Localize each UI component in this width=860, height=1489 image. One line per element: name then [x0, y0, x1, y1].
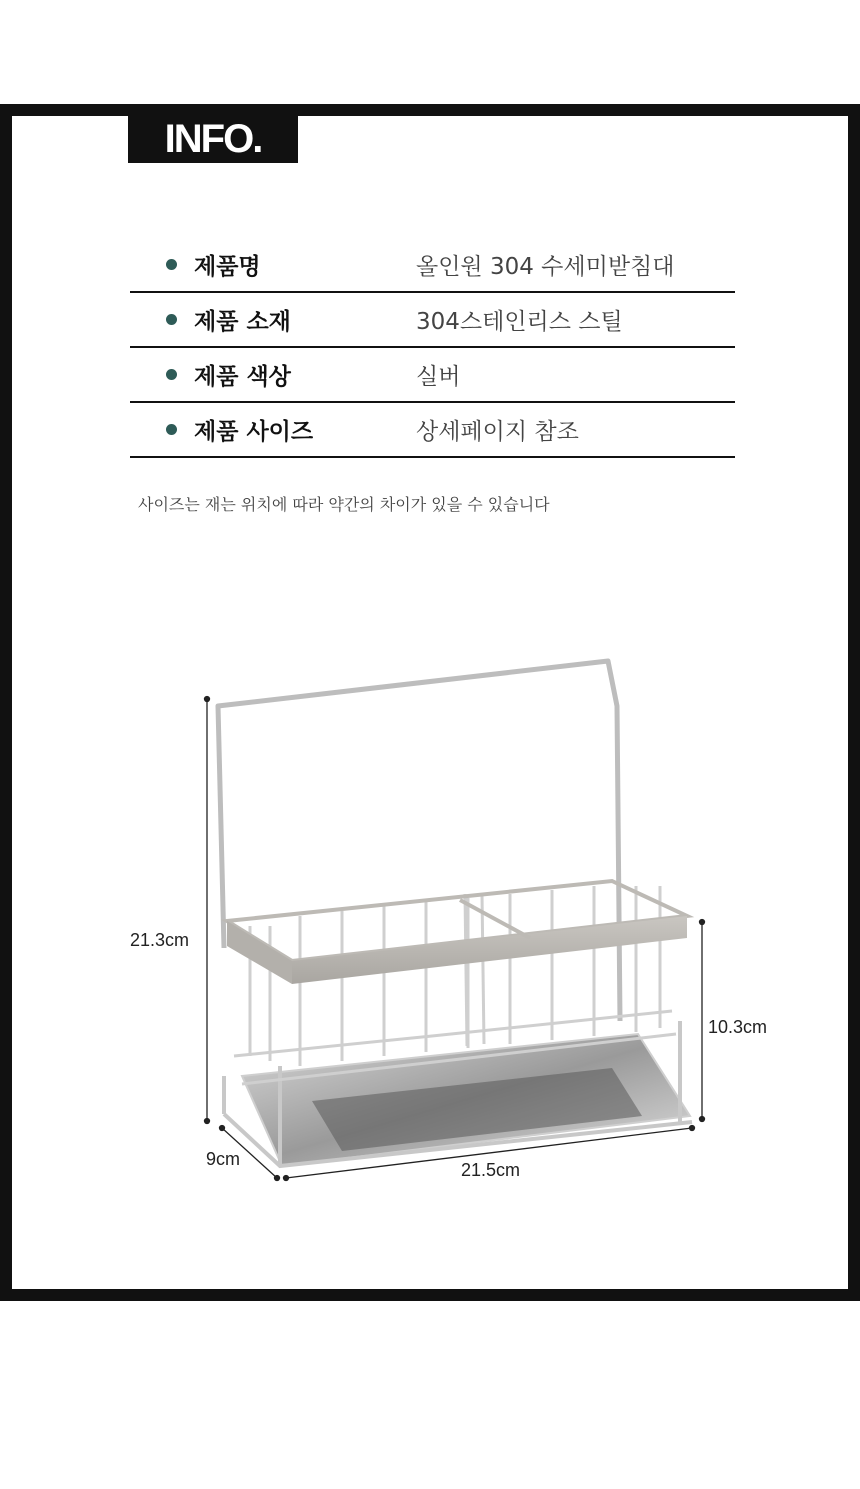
- spec-label: 제품 사이즈: [194, 419, 314, 445]
- width-dimension-label: 21.5cm: [461, 1160, 521, 1180]
- size-note: 사이즈는 재는 위치에 따라 약간의 차이가 있을 수 있습니다: [138, 495, 550, 514]
- basket-height-dimension-label: 10.3cm: [708, 1017, 768, 1037]
- content-panel: [12, 116, 848, 1289]
- spec-label: 제품 소재: [194, 309, 291, 335]
- spec-label: 제품 색상: [194, 364, 291, 390]
- page-frame: [0, 104, 860, 1301]
- product-image: [12, 116, 848, 1289]
- spec-value: 304스테인리스 스틸: [416, 309, 623, 335]
- info-heading: INFO.: [128, 116, 298, 163]
- depth-dimension-label: 9cm: [206, 1149, 241, 1169]
- height-dimension-label: 21.3cm: [130, 930, 190, 950]
- spec-value: 실버: [416, 364, 461, 390]
- spec-value: 상세페이지 참조: [416, 419, 579, 445]
- spec-value: 올인원 304 수세미받침대: [416, 254, 675, 280]
- spec-label: 제품명: [194, 254, 261, 280]
